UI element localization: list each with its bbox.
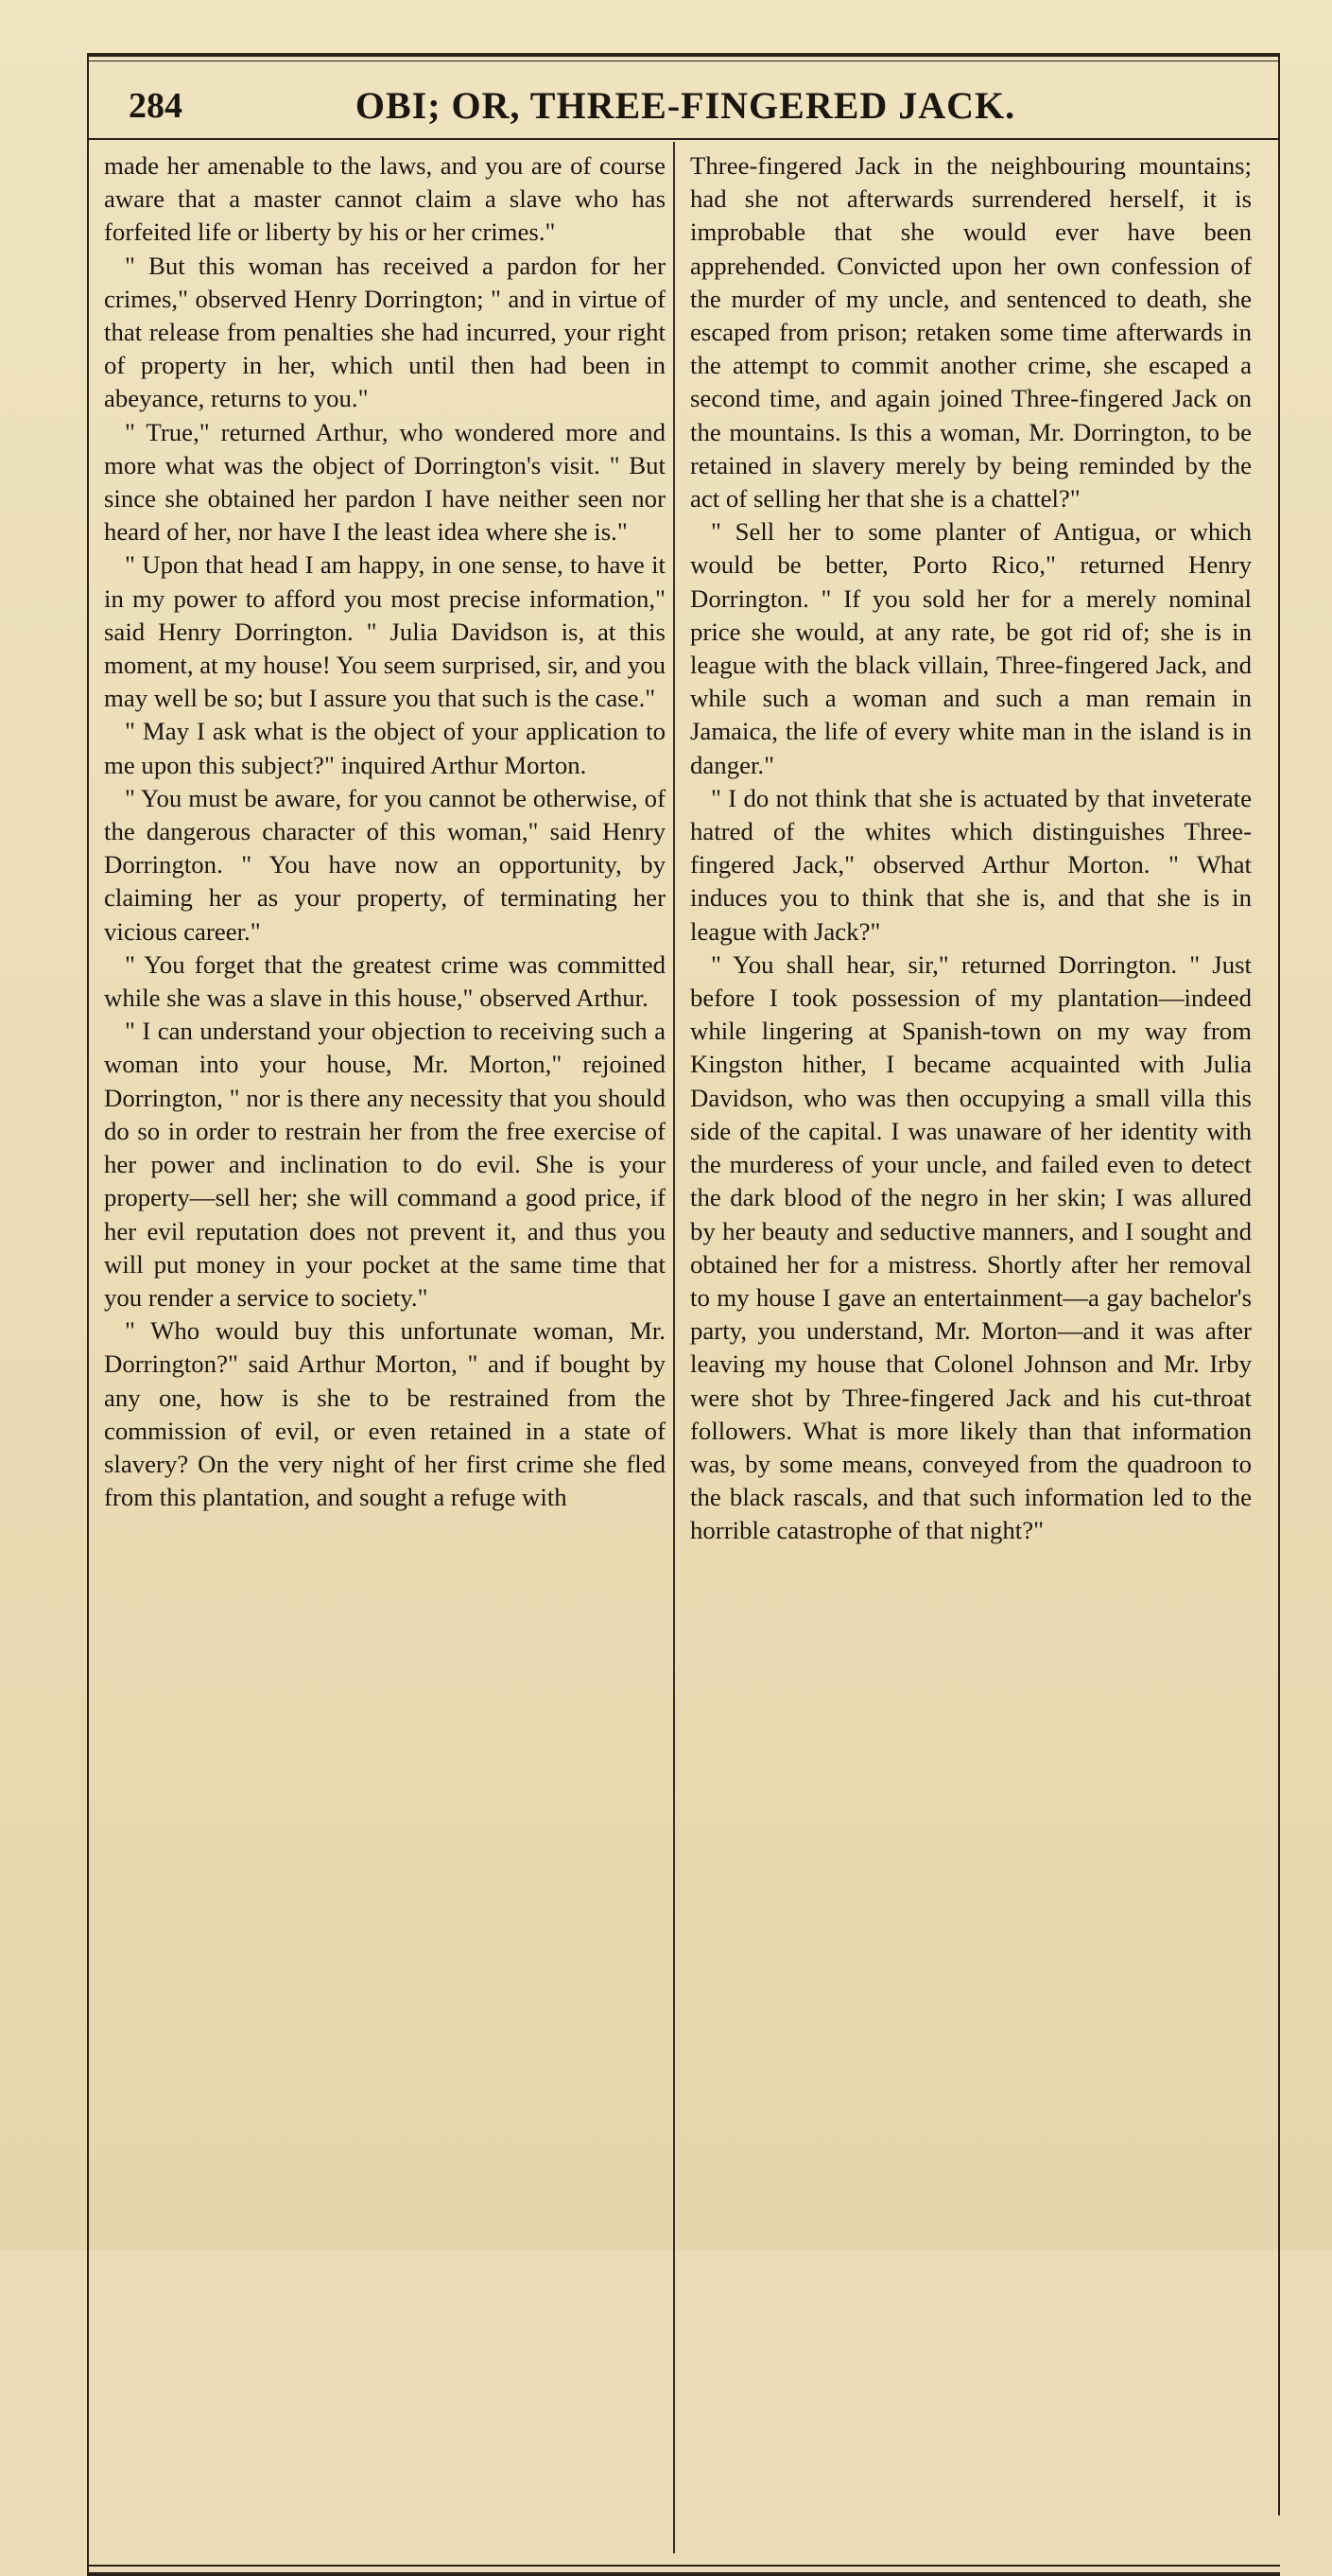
- paragraph: made her amenable to the laws, and you are of course aware that a master cannot claim a slave who has forfeited life or liberty by his or her crimes.": [104, 151, 666, 247]
- paragraph: " True," returned Arthur, who wondered more and more what was the object of Dorrington's visit. " But since she obtained her pardon I have neither seen nor heard of her, nor have I the least idea where she is.": [104, 417, 666, 547]
- bottom-border-rule: [87, 2572, 1280, 2576]
- right-text-column: [690, 149, 1252, 1548]
- left-text-column: [104, 149, 666, 1514]
- paragraph: " Sell her to some planter of Antigua, or which would be better, Porto Rico," returned Henry Dorrington. " If you sold her for a merely nominal price she would, at any rate, be got rid of; she is in league with the black villain, Three-fingered Jack, and while such a woman and such a man remain in Jamaica, the life of every white man in the island is in danger.": [690, 517, 1252, 779]
- bottom-border-rule-thin: [87, 2565, 1280, 2567]
- running-title: OBI; OR, THREE-FINGERED JACK.: [355, 84, 1016, 127]
- paragraph: " I do not think that she is actuated by that inveterate hatred of the whites which distinguishes Three-fingered Jack," observed Arthur Morton. " What induces you to think that she is, and that she is in league with Jack?": [690, 783, 1252, 946]
- paragraph: " May I ask what is the object of your application to me upon this subject?" inquired Arthur Morton.: [104, 717, 666, 779]
- page-header: [85, 76, 1286, 142]
- page-number: 284: [129, 86, 182, 126]
- paragraph: " Who would buy this unfortunate woman, Mr. Dorrington?" said Arthur Morton, " and if bought by any one, how is she to be restrained from the commission of evil, or even retained in a state of slavery? On the very night of her first crime she fled from this plantation, and sought a refuge with: [104, 1316, 666, 1512]
- paragraph: " Upon that head I am happy, in one sense, to have it in my power to afford you most precise information," said Henry Dorrington. " Julia Davidson is, at this moment, at my house! You seem surprised, sir, and you may well be so; but I assure you that such is the case.": [104, 550, 666, 713]
- right-frame-rule: [1278, 57, 1280, 2515]
- header-rule: [87, 138, 1280, 140]
- paragraph: " I can understand your objection to receiving such a woman into your house, Mr. Morton," rejoined Dorrington, " nor is there any necessity that you should do so in order to restrain her from the free exercise of her power and inclination to do evil. She is your property—sell her; she will command a good price, if her evil reputation does not prevent it, and thus you will put money in your pocket at the same time that you render a service to society.": [104, 1017, 666, 1312]
- paragraph: " You must be aware, for you cannot be otherwise, of the dangerous character of this woman," said Henry Dorrington. " You have now an opportunity, by claiming her as your property, of terminating her vicious career.": [104, 783, 666, 946]
- paragraph: " But this woman has received a pardon for her crimes," observed Henry Dorrington; " and in virtue of that release from penalties she had incurred, your right of property in her, which until then had been in abeyance, returns to you.": [104, 251, 666, 413]
- paragraph: Three-fingered Jack in the neighbouring mountains; had she not afterwards surrendered herself, it is improbable that she would ever have been apprehended. Convicted upon her own confession of the murder of my uncle, and sentenced to death, she escaped from prison; retaken some time afterwards in the attempt to commit another crime, she escaped a second time, and again joined Three-fingered Jack on the mountains. Is this a woman, Mr. Dorrington, to be retained in slavery merely by being reminded by the act of selling her that she is a chattel?": [690, 151, 1252, 513]
- column-divider: [673, 142, 675, 2553]
- top-border-rule: [87, 53, 1280, 57]
- paragraph: " You shall hear, sir," returned Dorrington. " Just before I took possession of my plantation—indeed while lingering at Spanish-town on my way from Kingston hither, I became acquainted with Julia Davidson, who was then occupying a small villa this side of the capital. I was unaware of her identity with the murderess of your uncle, and failed even to detect the dark blood of the negro in her skin; I was allured by her beauty and seductive manners, and I sought and obtained her for a mistress. Shortly after her removal to my house I gave an entertainment—a gay bachelor's party, you understand, Mr. Morton—and it was after leaving my house that Colonel Johnson and Mr. Irby were shot by Three-fingered Jack and his cut-throat followers. What is more likely than that information was, by some means, conveyed from the quadroon to the black rascals, and that such information led to the horrible catastrophe of that night?": [690, 949, 1252, 1545]
- left-frame-rule: [87, 57, 89, 2572]
- paragraph: " You forget that the greatest crime was committed while she was a slave in this house," observed Arthur.: [104, 949, 666, 1013]
